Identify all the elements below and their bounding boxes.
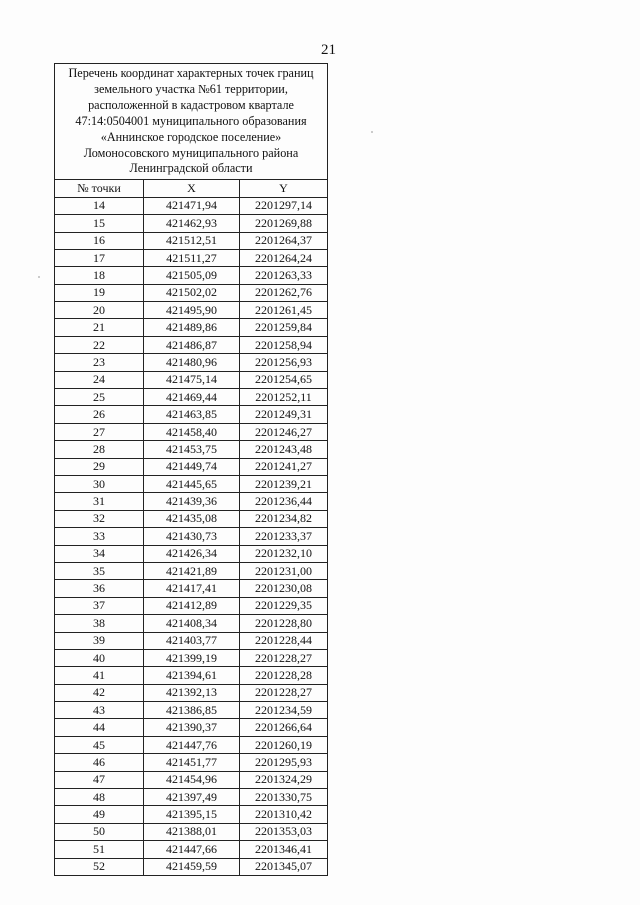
cell-y: 2201228,44 [240,632,328,649]
cell-y: 2201263,33 [240,267,328,284]
cell-x: 421447,66 [144,841,240,858]
cell-point-number: 38 [55,615,144,632]
cell-point-number: 42 [55,684,144,701]
cell-y: 2201249,31 [240,406,328,423]
cell-y: 2201264,37 [240,232,328,249]
cell-x: 421435,08 [144,510,240,527]
cell-x: 421453,75 [144,441,240,458]
cell-y: 2201266,64 [240,719,328,736]
table-row [55,858,328,875]
table-row [55,597,328,614]
cell-point-number: 22 [55,336,144,353]
cell-point-number: 47 [55,771,144,788]
cell-x: 421462,93 [144,215,240,232]
cell-x: 421388,01 [144,823,240,840]
table-row [55,702,328,719]
cell-x: 421471,94 [144,197,240,214]
cell-point-number: 44 [55,719,144,736]
cell-y: 2201231,00 [240,562,328,579]
table-row [55,232,328,249]
cell-x: 421511,27 [144,249,240,266]
cell-x: 421454,96 [144,771,240,788]
cell-y: 2201346,41 [240,841,328,858]
cell-x: 421397,49 [144,789,240,806]
table-row [55,684,328,701]
cell-point-number: 46 [55,754,144,771]
scan-speck [371,131,373,133]
cell-y: 2201234,82 [240,510,328,527]
table-row [55,580,328,597]
cell-point-number: 48 [55,789,144,806]
cell-x: 421489,86 [144,319,240,336]
coordinates-table [54,63,328,876]
cell-point-number: 33 [55,528,144,545]
table-title-line: 47:14:0504001 муниципального образования [75,113,307,128]
page-number: 21 [321,42,336,58]
cell-point-number: 25 [55,389,144,406]
cell-y: 2201243,48 [240,441,328,458]
table-row [55,528,328,545]
cell-y: 2201228,28 [240,667,328,684]
cell-x: 421386,85 [144,702,240,719]
cell-point-number: 36 [55,580,144,597]
cell-x: 421430,73 [144,528,240,545]
cell-x: 421392,13 [144,684,240,701]
cell-point-number: 15 [55,215,144,232]
table-row [55,667,328,684]
table-title-line: расположенной в кадастровом квартале [88,97,294,112]
cell-x: 421445,65 [144,475,240,492]
cell-point-number: 29 [55,458,144,475]
table-body [55,197,328,875]
table-row [55,719,328,736]
table-row [55,806,328,823]
cell-x: 421421,89 [144,562,240,579]
table-row [55,423,328,440]
table-header-row [55,180,328,197]
table-row [55,493,328,510]
table-row [55,249,328,266]
cell-y: 2201297,14 [240,197,328,214]
table-row [55,510,328,527]
table-title-row [55,64,328,180]
cell-point-number: 32 [55,510,144,527]
cell-y: 2201261,45 [240,302,328,319]
table-row [55,615,328,632]
cell-y: 2201353,03 [240,823,328,840]
cell-x: 421486,87 [144,336,240,353]
cell-point-number: 43 [55,702,144,719]
cell-y: 2201229,35 [240,597,328,614]
table-row [55,632,328,649]
cell-point-number: 51 [55,841,144,858]
cell-x: 421399,19 [144,649,240,666]
cell-y: 2201269,88 [240,215,328,232]
cell-y: 2201241,27 [240,458,328,475]
cell-point-number: 16 [55,232,144,249]
cell-point-number: 37 [55,597,144,614]
cell-point-number: 20 [55,302,144,319]
cell-point-number: 34 [55,545,144,562]
cell-x: 421475,14 [144,371,240,388]
table-row [55,389,328,406]
cell-point-number: 14 [55,197,144,214]
cell-x: 421480,96 [144,354,240,371]
cell-y: 2201246,27 [240,423,328,440]
cell-point-number: 31 [55,493,144,510]
cell-y: 2201256,93 [240,354,328,371]
cell-x: 421394,61 [144,667,240,684]
table-row [55,267,328,284]
table-row [55,545,328,562]
table-title-line: Ленинградской области [129,161,253,176]
cell-x: 421469,44 [144,389,240,406]
table-row [55,371,328,388]
cell-y: 2201345,07 [240,858,328,875]
table-title-line: Ломоносовского муниципального района [83,145,299,160]
cell-x: 421408,34 [144,615,240,632]
table-title-line: «Аннинское городское поселение» [100,129,282,144]
cell-x: 421463,85 [144,406,240,423]
cell-point-number: 39 [55,632,144,649]
table-row [55,336,328,353]
cell-point-number: 23 [55,354,144,371]
table-title-line: земельного участка №61 территории, [94,81,288,96]
cell-y: 2201260,19 [240,736,328,753]
cell-y: 2201262,76 [240,284,328,301]
cell-point-number: 19 [55,284,144,301]
cell-x: 421502,02 [144,284,240,301]
cell-y: 2201228,27 [240,649,328,666]
cell-point-number: 41 [55,667,144,684]
table-row [55,736,328,753]
cell-point-number: 40 [55,649,144,666]
table-row [55,319,328,336]
cell-point-number: 26 [55,406,144,423]
cell-point-number: 28 [55,441,144,458]
cell-point-number: 24 [55,371,144,388]
table-row [55,284,328,301]
cell-point-number: 21 [55,319,144,336]
cell-y: 2201234,59 [240,702,328,719]
cell-x: 421451,77 [144,754,240,771]
cell-x: 421495,90 [144,302,240,319]
cell-point-number: 18 [55,267,144,284]
cell-y: 2201230,08 [240,580,328,597]
cell-point-number: 27 [55,423,144,440]
table-row [55,649,328,666]
cell-y: 2201310,42 [240,806,328,823]
table-row [55,441,328,458]
table-row [55,354,328,371]
cell-y: 2201233,37 [240,528,328,545]
cell-y: 2201228,80 [240,615,328,632]
cell-point-number: 50 [55,823,144,840]
cell-x: 421459,59 [144,858,240,875]
table-row [55,562,328,579]
cell-point-number: 35 [55,562,144,579]
table-title-line: Перечень координат характерных точек границ [68,66,314,80]
cell-x: 421512,51 [144,232,240,249]
cell-x: 421417,41 [144,580,240,597]
cell-y: 2201236,44 [240,493,328,510]
cell-y: 2201324,29 [240,771,328,788]
cell-point-number: 52 [55,858,144,875]
table-row [55,771,328,788]
cell-y: 2201295,93 [240,754,328,771]
cell-x: 421426,34 [144,545,240,562]
column-header-point-number: № точки [55,180,144,197]
cell-y: 2201252,11 [240,389,328,406]
table-row [55,475,328,492]
cell-x: 421395,15 [144,806,240,823]
table-row [55,841,328,858]
cell-x: 421412,89 [144,597,240,614]
cell-x: 421390,37 [144,719,240,736]
cell-point-number: 17 [55,249,144,266]
cell-y: 2201254,65 [240,371,328,388]
cell-y: 2201232,10 [240,545,328,562]
cell-y: 2201258,94 [240,336,328,353]
table-row [55,754,328,771]
cell-y: 2201330,75 [240,789,328,806]
column-header-x: X [144,180,240,197]
table-row [55,458,328,475]
column-header-y: Y [240,180,328,197]
table-row [55,215,328,232]
cell-y: 2201259,84 [240,319,328,336]
cell-x: 421505,09 [144,267,240,284]
cell-point-number: 30 [55,475,144,492]
cell-y: 2201239,21 [240,475,328,492]
cell-x: 421439,36 [144,493,240,510]
scan-speck [38,276,40,278]
table-row [55,302,328,319]
cell-x: 421403,77 [144,632,240,649]
table-row [55,823,328,840]
cell-x: 421449,74 [144,458,240,475]
table-row [55,789,328,806]
table-row [55,197,328,214]
table-row [55,406,328,423]
cell-x: 421458,40 [144,423,240,440]
cell-point-number: 49 [55,806,144,823]
cell-y: 2201228,27 [240,684,328,701]
cell-x: 421447,76 [144,736,240,753]
table-title [55,64,328,180]
cell-y: 2201264,24 [240,249,328,266]
cell-point-number: 45 [55,736,144,753]
